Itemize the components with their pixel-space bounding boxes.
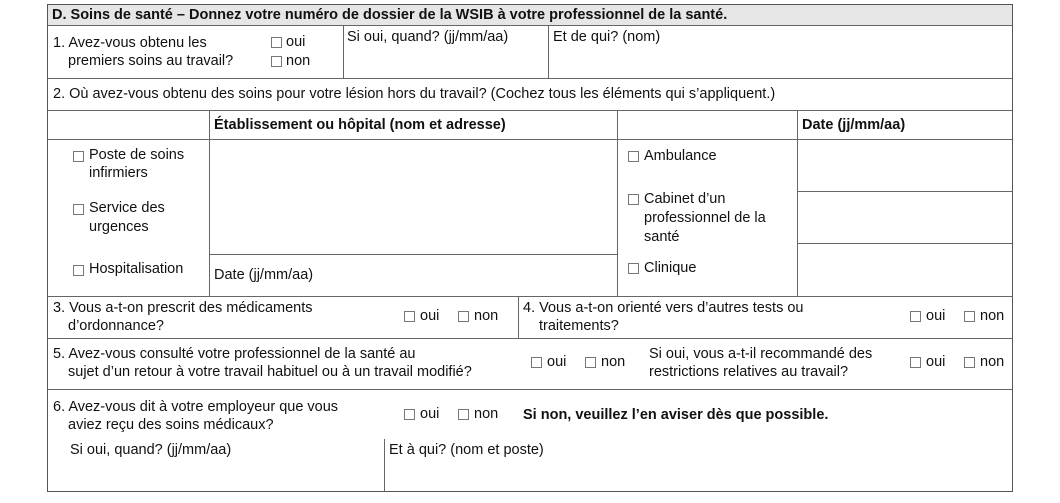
q1-non-label: non	[286, 53, 311, 69]
establishment-date-field[interactable]: Date (jj/mm/aa)	[214, 267, 314, 283]
poste-soins-label-line1: Poste de soins	[89, 147, 185, 163]
urgences-checkbox[interactable]	[73, 204, 84, 215]
hospitalisation-checkbox[interactable]	[73, 265, 84, 276]
q5-label-line1: 5. Avez-vous consulté votre professionnel de la santé au	[53, 346, 416, 362]
q1-label-line2: premiers soins au travail?	[68, 53, 234, 69]
q5-followup-line2: restrictions relatives au travail?	[649, 364, 849, 380]
q3-label-line2: d’ordonnance?	[68, 318, 164, 334]
cabinet-label-line1: Cabinet d’un	[644, 191, 726, 207]
q4-label-line2: traitements?	[539, 318, 619, 334]
q1-oui-checkbox[interactable]	[271, 37, 282, 48]
q6-non-checkbox[interactable]	[458, 409, 469, 420]
urgences-label-line1: Service des	[89, 200, 165, 216]
q4-oui-label: oui	[926, 308, 946, 324]
q1-non-checkbox[interactable]	[271, 56, 282, 67]
divider	[343, 25, 344, 78]
ambulance-label: Ambulance	[644, 148, 717, 164]
urgences-label-line2: urgences	[89, 219, 149, 235]
poste-soins-label-line2: infirmiers	[89, 165, 148, 181]
health-care-form-section	[47, 4, 1013, 492]
divider	[48, 139, 1012, 140]
divider	[617, 110, 618, 296]
q6-label-line1: 6. Avez-vous dit à votre employeur que vous	[53, 399, 339, 415]
q4-label-line1: 4. Vous a-t-on orienté vers d’autres tests ou	[523, 300, 804, 316]
date-header: Date (jj/mm/aa)	[802, 117, 906, 133]
divider	[548, 25, 549, 78]
poste-soins-checkbox[interactable]	[73, 151, 84, 162]
divider	[797, 243, 1012, 244]
q5-non-checkbox[interactable]	[585, 357, 596, 368]
cabinet-checkbox[interactable]	[628, 194, 639, 205]
q6-oui-checkbox[interactable]	[404, 409, 415, 420]
q3-non-label: non	[474, 308, 499, 324]
q3-oui-label: oui	[420, 308, 440, 324]
q5-oui-label: oui	[547, 354, 567, 370]
q5-label-line2: sujet d’un retour à votre travail habituel ou à un travail modifié?	[68, 364, 472, 380]
divider	[518, 296, 519, 338]
q5-followup-non-checkbox[interactable]	[964, 357, 975, 368]
ambulance-checkbox[interactable]	[628, 151, 639, 162]
divider	[209, 254, 617, 255]
q5-non-label: non	[601, 354, 626, 370]
divider	[48, 338, 1012, 339]
q3-label-line1: 3. Vous a-t-on prescrit des médicaments	[53, 300, 313, 316]
divider	[797, 191, 1012, 192]
section-title: D. Soins de santé – Donnez votre numéro de dossier de la WSIB à votre professionnel de la santé.	[52, 7, 728, 23]
divider	[48, 296, 1012, 297]
q6-when-field[interactable]: Si oui, quand? (jj/mm/aa)	[70, 442, 232, 458]
divider	[48, 389, 1012, 390]
divider	[797, 110, 798, 296]
q4-non-label: non	[980, 308, 1005, 324]
divider	[48, 25, 1012, 26]
q4-non-checkbox[interactable]	[964, 311, 975, 322]
establishment-header: Établissement ou hôpital (nom et adresse)	[214, 117, 506, 133]
q3-oui-checkbox[interactable]	[404, 311, 415, 322]
q6-notice: Si non, veuillez l’en aviser dès que possible.	[523, 407, 829, 423]
divider	[209, 110, 210, 296]
divider	[48, 78, 1012, 79]
cabinet-label-line3: santé	[644, 229, 680, 245]
q1-from-field[interactable]: Et de qui? (nom)	[553, 29, 661, 45]
q2-label: 2. Où avez-vous obtenu des soins pour votre lésion hors du travail? (Cochez tous les éléments qui s’appliquent.)	[53, 86, 776, 102]
q6-oui-label: oui	[420, 406, 440, 422]
clinique-checkbox[interactable]	[628, 263, 639, 274]
q5-followup-line1: Si oui, vous a-t-il recommandé des	[649, 346, 873, 362]
q3-non-checkbox[interactable]	[458, 311, 469, 322]
divider	[48, 110, 1012, 111]
q6-non-label: non	[474, 406, 499, 422]
q1-oui-label: oui	[286, 34, 306, 50]
q4-oui-checkbox[interactable]	[910, 311, 921, 322]
hospitalisation-label: Hospitalisation	[89, 261, 184, 277]
q1-when-field[interactable]: Si oui, quand? (jj/mm/aa)	[347, 29, 509, 45]
q5-oui-checkbox[interactable]	[531, 357, 542, 368]
q5-followup-non-label: non	[980, 354, 1005, 370]
clinique-label: Clinique	[644, 260, 697, 276]
q6-to-whom-field[interactable]: Et à qui? (nom et poste)	[389, 442, 544, 458]
q5-followup-oui-checkbox[interactable]	[910, 357, 921, 368]
cabinet-label-line2: professionnel de la	[644, 210, 766, 226]
divider	[384, 439, 385, 492]
q1-label-line1: 1. Avez-vous obtenu les	[53, 35, 207, 51]
q5-followup-oui-label: oui	[926, 354, 946, 370]
q6-label-line2: aviez reçu des soins médicaux?	[68, 417, 274, 433]
